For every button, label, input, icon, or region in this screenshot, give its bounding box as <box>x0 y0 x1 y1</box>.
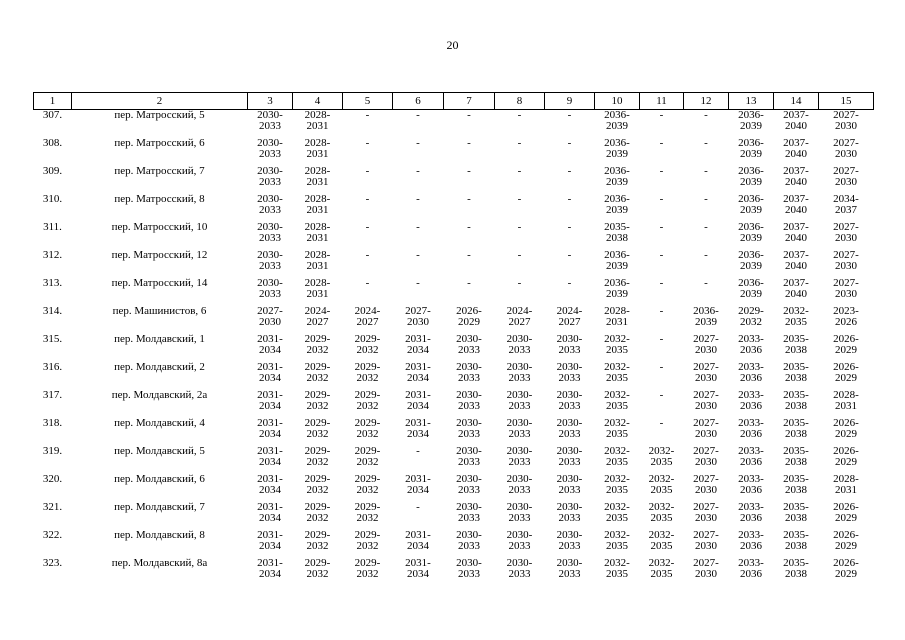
column-header: 12 <box>684 93 729 110</box>
row-number: 322. <box>42 529 63 541</box>
period-cell: 2030- 2033 <box>456 529 482 552</box>
period-cell: - <box>416 501 420 513</box>
address-cell: пер. Молдавский, 5 <box>114 445 205 457</box>
period-cell: - <box>659 277 664 289</box>
period-cell: 2032- 2035 <box>604 417 630 440</box>
period-cell: 2028- 2031 <box>304 109 331 132</box>
period-cell: 2037- 2040 <box>783 137 809 160</box>
period-cell: 2030- 2033 <box>506 389 533 412</box>
period-cell: 2032- 2035 <box>604 361 630 384</box>
period-cell: 2027- 2030 <box>833 137 859 160</box>
period-cell: 2030- 2033 <box>556 445 583 468</box>
period-cell: 2024- 2027 <box>556 305 583 328</box>
period-cell: 2030- 2033 <box>257 193 283 216</box>
period-cell: - <box>416 109 420 121</box>
period-cell: 2036- 2039 <box>738 277 764 300</box>
period-cell: - <box>659 109 664 121</box>
address-cell: пер. Молдавский, 8 <box>114 529 205 541</box>
period-cell: 2031- 2034 <box>257 361 283 384</box>
row-number: 310. <box>42 193 63 205</box>
period-cell: 2029- 2032 <box>304 333 331 356</box>
period-cell: 2030- 2033 <box>257 221 283 244</box>
period-cell: 2029- 2032 <box>354 361 381 384</box>
period-cell: 2030- 2033 <box>456 333 482 356</box>
address-cell: пер. Молдавский, 2 <box>114 361 205 373</box>
address-cell: пер. Машинистов, 6 <box>112 305 207 317</box>
address-cell: пер. Матросский, 6 <box>114 137 205 149</box>
period-cell: 2033- 2036 <box>738 333 764 356</box>
row-number: 312. <box>42 249 63 261</box>
period-cell: 2027- 2030 <box>693 473 719 496</box>
address-cell: пер. Молдавский, 1 <box>114 333 205 345</box>
period-cell: - <box>659 137 664 149</box>
period-cell: 2035- 2038 <box>783 557 809 580</box>
table-row <box>34 390 874 418</box>
row-number: 308. <box>42 137 63 149</box>
period-cell: 2029- 2032 <box>304 473 331 496</box>
period-cell: 2035- 2038 <box>604 221 630 244</box>
period-cell: - <box>517 193 522 205</box>
period-cell: 2028- 2031 <box>304 193 331 216</box>
address-cell: пер. Матросский, 5 <box>114 109 205 121</box>
period-cell: 2030- 2033 <box>257 277 283 300</box>
period-cell: 2031- 2034 <box>257 473 283 496</box>
period-cell: 2031- 2034 <box>257 501 283 524</box>
column-header: 7 <box>444 93 495 110</box>
period-cell: 2027- 2030 <box>693 417 719 440</box>
period-cell: - <box>467 193 471 205</box>
period-cell: 2030- 2033 <box>506 501 533 524</box>
period-cell: 2030- 2033 <box>506 361 533 384</box>
period-cell: 2032- 2035 <box>604 557 630 580</box>
period-cell: 2030- 2033 <box>506 417 533 440</box>
period-cell: 2032- 2035 <box>648 529 675 552</box>
period-cell: 2028- 2031 <box>304 221 331 244</box>
period-cell: 2030- 2033 <box>506 529 533 552</box>
period-cell: 2033- 2036 <box>738 557 764 580</box>
period-cell: 2031- 2034 <box>257 557 283 580</box>
period-cell: - <box>659 165 664 177</box>
address-cell: пер. Матросский, 7 <box>114 165 205 177</box>
period-cell: 2036- 2039 <box>604 193 630 216</box>
column-header: 8 <box>495 93 545 110</box>
period-cell: 2034- 2037 <box>833 193 859 216</box>
period-cell: 2037- 2040 <box>783 221 809 244</box>
table-row <box>34 530 874 558</box>
table-row <box>34 194 874 222</box>
period-cell: - <box>659 333 664 345</box>
period-cell: 2029- 2032 <box>304 557 331 580</box>
period-cell: 2026- 2029 <box>833 501 859 524</box>
period-cell: - <box>704 221 708 233</box>
period-cell: 2037- 2040 <box>783 249 809 272</box>
period-cell: 2030- 2033 <box>456 417 482 440</box>
period-cell: - <box>704 137 708 149</box>
period-cell: 2033- 2036 <box>738 529 764 552</box>
period-cell: 2028- 2031 <box>604 305 630 328</box>
period-cell: - <box>659 193 664 205</box>
period-cell: 2036- 2039 <box>738 109 764 132</box>
period-cell: - <box>659 389 664 401</box>
address-cell: пер. Молдавский, 7 <box>114 501 205 513</box>
period-cell: 2035- 2038 <box>783 529 809 552</box>
period-cell: - <box>659 417 664 429</box>
row-number: 313. <box>42 277 63 289</box>
period-cell: 2027- 2030 <box>257 305 283 328</box>
period-cell: 2024- 2027 <box>354 305 381 328</box>
period-cell: - <box>704 109 708 121</box>
row-number: 318. <box>42 417 63 429</box>
period-cell: - <box>704 165 708 177</box>
period-cell: 2037- 2040 <box>783 109 809 132</box>
period-cell: - <box>517 249 522 261</box>
column-header: 6 <box>393 93 444 110</box>
period-cell: 2030- 2033 <box>556 417 583 440</box>
column-header: 10 <box>595 93 640 110</box>
period-cell: 2035- 2038 <box>783 473 809 496</box>
period-cell: 2030- 2033 <box>506 473 533 496</box>
period-cell: 2027- 2030 <box>693 389 719 412</box>
address-cell: пер. Матросский, 14 <box>111 277 208 289</box>
page-number: 20 <box>446 38 459 52</box>
table-row <box>34 502 874 530</box>
period-cell: - <box>704 249 708 261</box>
period-cell: 2026- 2029 <box>833 445 859 468</box>
column-header: 5 <box>343 93 393 110</box>
period-cell: - <box>567 277 572 289</box>
period-cell: 2036- 2039 <box>604 137 630 160</box>
table-row <box>34 138 874 166</box>
period-cell: 2033- 2036 <box>738 389 764 412</box>
period-cell: 2030- 2033 <box>257 249 283 272</box>
period-cell: - <box>416 445 420 457</box>
period-cell: 2030- 2033 <box>506 445 533 468</box>
period-cell: - <box>365 193 370 205</box>
period-cell: 2035- 2038 <box>783 333 809 356</box>
period-cell: 2029- 2032 <box>304 389 331 412</box>
column-header: 15 <box>819 93 874 110</box>
period-cell: 2031- 2034 <box>405 473 431 496</box>
period-cell: - <box>517 221 522 233</box>
period-cell: - <box>365 137 370 149</box>
period-cell: 2027- 2030 <box>833 109 859 132</box>
table-row <box>34 222 874 250</box>
period-cell: - <box>365 165 370 177</box>
period-cell: 2030- 2033 <box>556 501 583 524</box>
table-row <box>34 446 874 474</box>
row-number: 323. <box>42 557 63 569</box>
period-cell: - <box>517 109 522 121</box>
column-header: 13 <box>729 93 774 110</box>
period-cell: - <box>517 137 522 149</box>
period-cell: 2033- 2036 <box>738 445 764 468</box>
period-cell: 2027- 2030 <box>693 501 719 524</box>
column-header: 14 <box>774 93 819 110</box>
period-cell: 2030- 2033 <box>257 165 283 188</box>
row-number: 311. <box>43 221 62 233</box>
period-cell: 2027- 2030 <box>833 221 859 244</box>
period-cell: 2030- 2033 <box>556 557 583 580</box>
period-cell: 2033- 2036 <box>738 473 764 496</box>
period-cell: 2028- 2031 <box>304 165 331 188</box>
period-cell: 2029- 2032 <box>304 445 331 468</box>
period-cell: 2036- 2039 <box>738 249 764 272</box>
table-row <box>34 166 874 194</box>
period-cell: 2032- 2035 <box>783 305 809 328</box>
period-cell: - <box>567 249 572 261</box>
table-row <box>34 418 874 446</box>
period-cell: 2035- 2038 <box>783 501 809 524</box>
period-cell: - <box>365 249 370 261</box>
period-cell: - <box>416 221 420 233</box>
period-cell: 2024- 2027 <box>506 305 533 328</box>
period-cell: 2026- 2029 <box>456 305 482 328</box>
period-cell: 2028- 2031 <box>304 249 331 272</box>
period-cell: - <box>416 137 420 149</box>
period-cell: 2031- 2034 <box>257 529 283 552</box>
table-row <box>34 334 874 362</box>
period-cell: 2031- 2034 <box>405 333 431 356</box>
period-cell: 2030- 2033 <box>456 445 482 468</box>
period-cell: 2035- 2038 <box>783 361 809 384</box>
address-cell: пер. Молдавский, 8а <box>111 557 208 569</box>
period-cell: 2029- 2032 <box>354 557 381 580</box>
period-cell: 2030- 2033 <box>456 501 482 524</box>
period-cell: 2027- 2030 <box>693 557 719 580</box>
row-number: 315. <box>42 333 63 345</box>
period-cell: 2031- 2034 <box>405 529 431 552</box>
period-cell: 2037- 2040 <box>783 165 809 188</box>
period-cell: 2029- 2032 <box>354 389 381 412</box>
table-row <box>34 278 874 306</box>
period-cell: 2032- 2035 <box>604 501 630 524</box>
period-cell: 2036- 2039 <box>604 109 630 132</box>
period-cell: - <box>567 193 572 205</box>
header-row <box>34 93 874 110</box>
table-row <box>34 362 874 390</box>
address-cell: пер. Матросский, 10 <box>111 221 208 233</box>
period-cell: 2032- 2035 <box>648 445 675 468</box>
row-number: 321. <box>42 501 63 513</box>
row-number: 316. <box>42 361 63 373</box>
period-cell: 2031- 2034 <box>257 417 283 440</box>
period-cell: 2032- 2035 <box>648 473 675 496</box>
period-cell: - <box>467 221 471 233</box>
period-cell: - <box>659 305 664 317</box>
period-cell: 2027- 2030 <box>833 249 859 272</box>
period-cell: 2026- 2029 <box>833 361 859 384</box>
period-cell: - <box>517 165 522 177</box>
period-cell: 2028- 2031 <box>304 277 331 300</box>
column-header: 9 <box>545 93 595 110</box>
period-cell: 2030- 2033 <box>456 389 482 412</box>
period-cell: 2029- 2032 <box>304 501 331 524</box>
period-cell: 2029- 2032 <box>354 501 381 524</box>
period-cell: - <box>467 249 471 261</box>
period-cell: 2027- 2030 <box>833 165 859 188</box>
address-cell: пер. Молдавский, 4 <box>114 417 205 429</box>
period-cell: - <box>365 109 370 121</box>
period-cell: 2036- 2039 <box>693 305 719 328</box>
period-cell: 2030- 2033 <box>556 333 583 356</box>
period-cell: 2032- 2035 <box>648 501 675 524</box>
period-cell: - <box>659 249 664 261</box>
period-cell: 2031- 2034 <box>405 361 431 384</box>
period-cell: - <box>659 361 664 373</box>
period-cell: 2030- 2033 <box>556 473 583 496</box>
period-cell: 2035- 2038 <box>783 389 809 412</box>
period-cell: 2027- 2030 <box>693 333 719 356</box>
period-cell: 2032- 2035 <box>604 389 630 412</box>
period-cell: 2029- 2032 <box>354 473 381 496</box>
period-cell: 2033- 2036 <box>738 361 764 384</box>
period-cell: 2030- 2033 <box>556 361 583 384</box>
period-cell: - <box>416 249 420 261</box>
period-cell: - <box>467 277 471 289</box>
period-cell: - <box>365 221 370 233</box>
period-cell: - <box>567 137 572 149</box>
period-cell: 2029- 2032 <box>354 333 381 356</box>
period-cell: 2036- 2039 <box>604 277 630 300</box>
period-cell: 2035- 2038 <box>783 445 809 468</box>
period-cell: 2033- 2036 <box>738 417 764 440</box>
column-header: 11 <box>640 93 684 110</box>
period-cell: 2031- 2034 <box>405 417 431 440</box>
period-cell: 2036- 2039 <box>738 137 764 160</box>
period-cell: 2036- 2039 <box>738 221 764 244</box>
period-cell: 2027- 2030 <box>405 305 431 328</box>
period-cell: 2029- 2032 <box>354 417 381 440</box>
column-header: 1 <box>34 93 72 110</box>
period-cell: 2026- 2029 <box>833 417 859 440</box>
period-cell: 2036- 2039 <box>738 165 764 188</box>
period-cell: 2030- 2033 <box>456 473 482 496</box>
period-cell: 2027- 2030 <box>693 445 719 468</box>
period-cell: - <box>567 109 572 121</box>
period-cell: 2030- 2033 <box>506 333 533 356</box>
period-cell: 2029- 2032 <box>304 529 331 552</box>
repair-schedule-table <box>33 92 874 586</box>
period-cell: 2024- 2027 <box>304 305 331 328</box>
row-number: 307. <box>42 109 63 121</box>
period-cell: - <box>416 165 420 177</box>
row-number: 317. <box>42 389 63 401</box>
period-cell: 2030- 2033 <box>556 529 583 552</box>
period-cell: 2023- 2026 <box>833 305 859 328</box>
period-cell: 2032- 2035 <box>604 445 630 468</box>
address-cell: пер. Молдавский, 2а <box>111 389 208 401</box>
period-cell: 2030- 2033 <box>456 557 482 580</box>
period-cell: - <box>467 137 471 149</box>
period-cell: 2031- 2034 <box>405 389 431 412</box>
period-cell: 2031- 2034 <box>257 333 283 356</box>
table-row <box>34 306 874 334</box>
period-cell: 2030- 2033 <box>556 389 583 412</box>
period-cell: 2029- 2032 <box>304 361 331 384</box>
period-cell: 2026- 2029 <box>833 557 859 580</box>
period-cell: - <box>467 165 471 177</box>
period-cell: - <box>517 277 522 289</box>
row-number: 319. <box>42 445 63 457</box>
period-cell: 2032- 2035 <box>648 557 675 580</box>
period-cell: - <box>467 109 471 121</box>
period-cell: - <box>567 165 572 177</box>
period-cell: 2030- 2033 <box>456 361 482 384</box>
period-cell: - <box>659 221 664 233</box>
period-cell: - <box>704 193 708 205</box>
period-cell: 2037- 2040 <box>783 277 809 300</box>
period-cell: 2036- 2039 <box>738 193 764 216</box>
period-cell: 2031- 2034 <box>257 389 283 412</box>
period-cell: - <box>365 277 370 289</box>
period-cell: 2032- 2035 <box>604 333 630 356</box>
period-cell: 2031- 2034 <box>257 445 283 468</box>
period-cell: 2027- 2030 <box>833 277 859 300</box>
table-row <box>34 250 874 278</box>
period-cell: 2026- 2029 <box>833 529 859 552</box>
column-header: 2 <box>72 93 248 110</box>
period-cell: 2032- 2035 <box>604 529 630 552</box>
period-cell: 2030- 2033 <box>257 137 283 160</box>
period-cell: 2030- 2033 <box>257 109 283 132</box>
period-cell: 2028- 2031 <box>304 137 331 160</box>
period-cell: 2031- 2034 <box>405 557 431 580</box>
period-cell: 2028- 2031 <box>833 389 859 412</box>
row-number: 309. <box>42 165 63 177</box>
period-cell: 2029- 2032 <box>738 305 764 328</box>
table-row <box>34 110 874 139</box>
period-cell: 2027- 2030 <box>693 361 719 384</box>
period-cell: - <box>416 193 420 205</box>
period-cell: 2036- 2039 <box>604 165 630 188</box>
table-row <box>34 474 874 502</box>
period-cell: 2026- 2029 <box>833 333 859 356</box>
column-header: 3 <box>248 93 293 110</box>
period-cell: 2029- 2032 <box>304 417 331 440</box>
period-cell: 2037- 2040 <box>783 193 809 216</box>
address-cell: пер. Молдавский, 6 <box>114 473 205 485</box>
address-cell: пер. Матросский, 8 <box>114 193 205 205</box>
table-row <box>34 558 874 586</box>
period-cell: 2030- 2033 <box>506 557 533 580</box>
period-cell: 2032- 2035 <box>604 473 630 496</box>
period-cell: 2027- 2030 <box>693 529 719 552</box>
period-cell: 2029- 2032 <box>354 529 381 552</box>
row-number: 314. <box>42 305 63 317</box>
period-cell: - <box>567 221 572 233</box>
column-header: 4 <box>293 93 343 110</box>
period-cell: 2028- 2031 <box>833 473 859 496</box>
period-cell: 2033- 2036 <box>738 501 764 524</box>
period-cell: 2029- 2032 <box>354 445 381 468</box>
period-cell: 2035- 2038 <box>783 417 809 440</box>
table-body <box>34 110 874 587</box>
row-number: 320. <box>42 473 63 485</box>
address-cell: пер. Матросский, 12 <box>111 249 208 261</box>
period-cell: - <box>704 277 708 289</box>
period-cell: 2036- 2039 <box>604 249 630 272</box>
period-cell: - <box>416 277 420 289</box>
